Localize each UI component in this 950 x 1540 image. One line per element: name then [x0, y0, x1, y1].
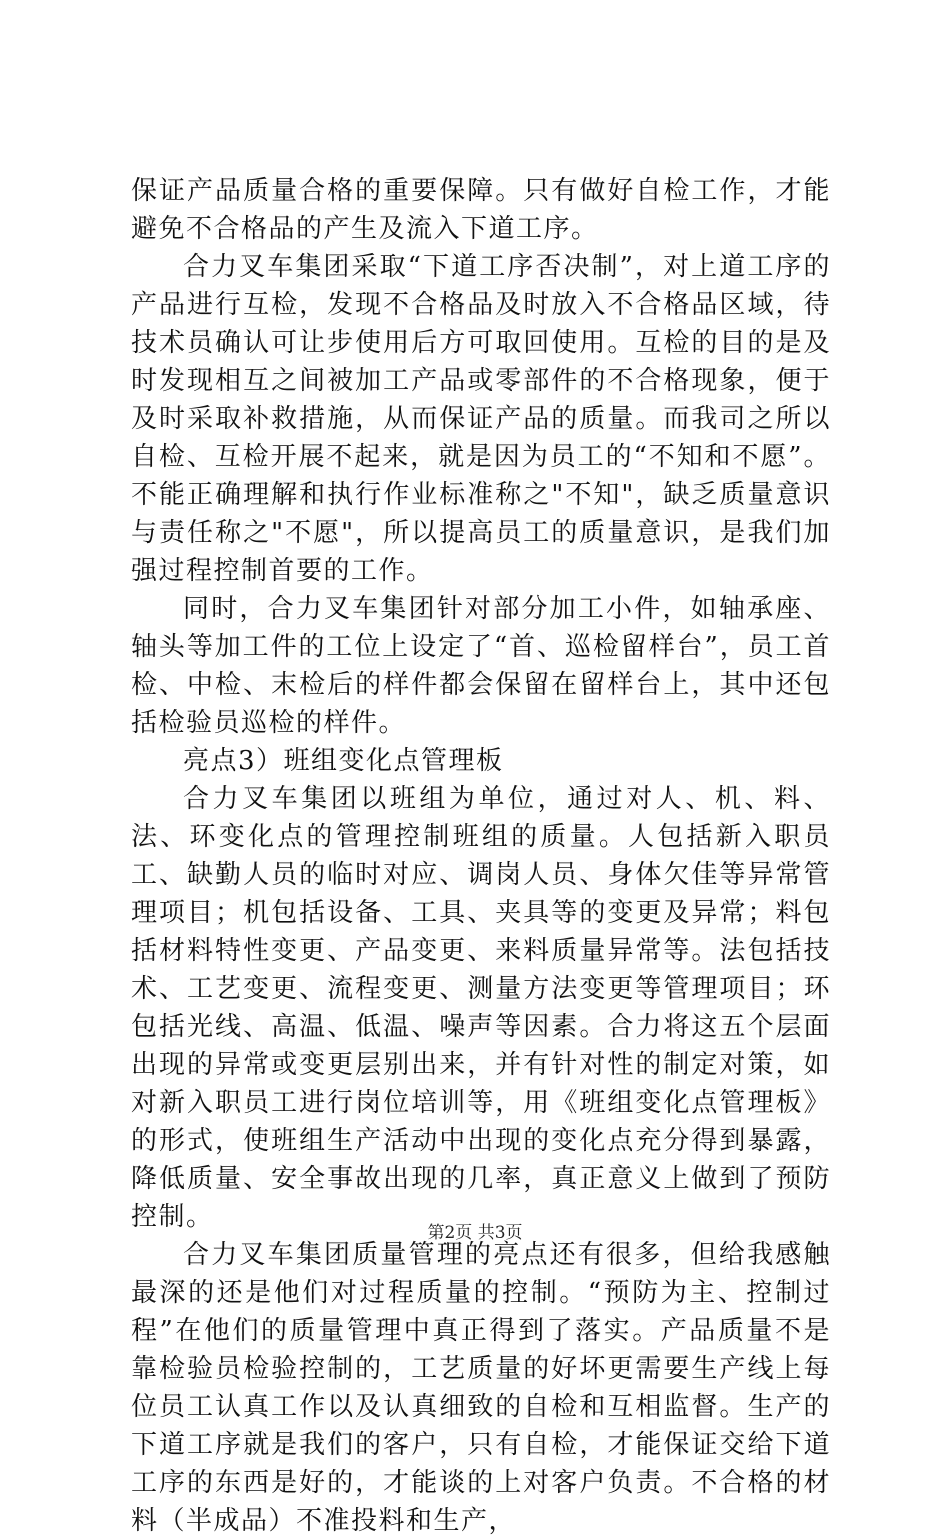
- paragraph-sample-table: 同时，合力叉车集团针对部分加工小件，如轴承座、轴头等加工件的工位上设定了“首、巡检留样台”，员工首检、中检、末检后的样件都会保留在留样台上，其中还包括检验员巡检的样件。: [131, 594, 831, 738]
- paragraph-process-control: 合力叉车集团质量管理的亮点还有很多，但给我感触最深的还是他们对过程质量的控制。“预防为主、控制过程”在他们的质量管理中真正得到了落实。产品质量不是靠检验员检验控制的，工艺质量的好坏更需要生产线上每位员工认真工作以及认真细致的自检和互相监督。生产的下道工序就是我们的客户，只有自检，才能保证交给下道工序的东西是好的，才能谈的上对客户负责。不合格的材料（半成品）不准投料和生产，: [131, 1240, 831, 1536]
- section-heading-highlight-3: 亮点3）班组变化点管理板: [183, 746, 504, 776]
- page-footer: 第2页 共3页: [427, 1223, 523, 1243]
- paragraph-change-point-board: 合力叉车集团以班组为单位，通过对人、机、料、法、环变化点的管理控制班组的质量。人包括新入职员工、缺勤人员的临时对应、调岗人员、身体欠佳等异常管理项目；机包括设备、工具、夹具等的变更及异常；料包括材料特性变更、产品变更、来料质量异常等。法包括技术、工艺变更、流程变更、测量方法变更等管理项目；环包括光线、高温、低温、噪声等因素。合力将这五个层面出现的异常或变更层别出来，并有针对性的制定对策，如对新入职员工进行岗位培训等，用《班组变化点管理板》的形式，使班组生产活动中出现的变化点充分得到暴露，降低质量、安全事故出现的几率，真正意义上做到了预防控制。: [131, 784, 831, 1232]
- document-body: [131, 172, 831, 1540]
- paragraph-continuation: 保证产品质量合格的重要保障。只有做好自检工作，才能避免不合格品的产生及流入下道工序。: [131, 176, 831, 244]
- paragraph-mutual-inspection: 合力叉车集团采取“下道工序否决制”，对上道工序的产品进行互检，发现不合格品及时放入不合格品区域，待技术员确认可让步使用后方可取回使用。互检的目的是及时发现相互之间被加工产品或零部件的不合格现象，便于及时采取补救措施，从而保证产品的质量。而我司之所以自检、互检开展不起来，就是因为员工的“不知和不愿”。不能正确理解和执行作业标准称之"不知"，缺乏质量意识与责任称之"不愿"，所以提高员工的质量意识，是我们加强过程控制首要的工作。: [131, 252, 831, 586]
